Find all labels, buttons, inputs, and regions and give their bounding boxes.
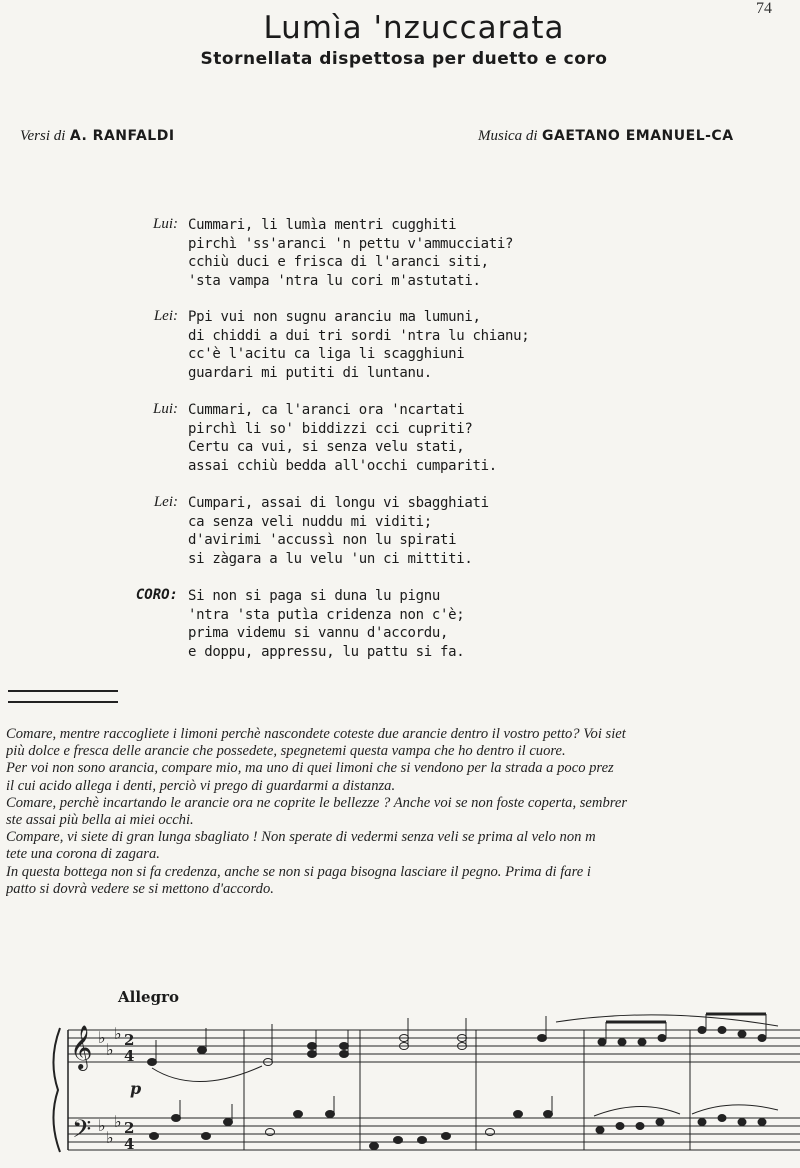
svg-text:♭: ♭ bbox=[98, 1116, 106, 1135]
svg-text:♭: ♭ bbox=[98, 1028, 106, 1047]
verse-line: d'avirimi 'accussì non lu spirati bbox=[188, 532, 457, 548]
verse-line: pirchì 'ss'aranci 'n pettu v'ammucciati? bbox=[188, 235, 514, 252]
divider-line bbox=[8, 701, 118, 703]
lyricist-name: A. RANFALDI bbox=[69, 128, 175, 144]
divider-line bbox=[8, 690, 118, 692]
translation-line: più dolce e fresca delle arancie che possedete, spegnetemi questa vampa che ho dentro il cuore. bbox=[6, 743, 566, 760]
treble-clef-icon: 𝄞 bbox=[70, 1025, 93, 1069]
speaker-label: Lei: bbox=[153, 494, 178, 510]
verse-lines bbox=[188, 494, 489, 568]
italian-translation bbox=[6, 726, 800, 898]
composer-name: GAETANO EMANUEL-CA bbox=[542, 128, 734, 144]
music-label: Musica di bbox=[478, 128, 538, 144]
speaker-label: Lei: bbox=[153, 308, 178, 324]
dynamic-marking: p bbox=[130, 1079, 142, 1098]
time-signature-top: 2 bbox=[124, 1119, 135, 1137]
time-signature-bottom: 4 bbox=[124, 1047, 135, 1065]
lyrics-label: Versi di bbox=[20, 128, 66, 144]
verse-lines bbox=[188, 216, 513, 290]
translation-line: Comare, mentre raccogliete i limoni perchè nascondete coteste due arancie dentro il vostro petto? Voi siet bbox=[6, 726, 626, 742]
treble-notes bbox=[148, 1014, 767, 1066]
verse-line: cchiù duci e frisca di l'aranci siti, bbox=[188, 254, 489, 270]
time-signature-top: 2 bbox=[124, 1031, 135, 1049]
song-subtitle: Stornellata dispettosa per duetto e coro bbox=[200, 49, 608, 69]
verse-line: e doppu, appressu, lu pattu si fa. bbox=[188, 643, 465, 660]
verse-line: 'sta vampa 'ntra lu cori m'astutati. bbox=[188, 272, 481, 289]
verse-line: Cummari, ca l'aranci ora 'ncartati bbox=[188, 402, 465, 418]
speaker-label: Lui: bbox=[152, 401, 178, 417]
svg-text:♭: ♭ bbox=[106, 1040, 114, 1059]
translation-line: Per voi non sono arancia, compare mio, ma uno di quei limoni che si vendono per la strada a poco prez bbox=[6, 760, 614, 777]
bass-clef-icon: 𝄢 bbox=[72, 1115, 92, 1150]
page-number: 74 bbox=[756, 0, 772, 17]
time-signature-bottom: 4 bbox=[124, 1135, 135, 1153]
verse-line: cc'è l'acitu ca liga li scagghiuni bbox=[188, 346, 465, 362]
key-signature bbox=[98, 1024, 122, 1147]
speaker-label: CORO: bbox=[135, 587, 178, 603]
verse-line: guardari mi putiti di luntanu. bbox=[188, 364, 432, 381]
verse-line: di chiddi a dui tri sordi 'ntra lu chianu; bbox=[188, 327, 530, 344]
verse-line: ca senza veli nuddu mi viditi; bbox=[188, 513, 432, 530]
verse-line: si zàgara a lu velu 'un ci mittiti. bbox=[188, 550, 473, 567]
translation-line: patto si dovrà vedere se si mettono d'accordo. bbox=[6, 880, 274, 897]
composer-credit bbox=[478, 128, 734, 145]
tempo-marking: Allegro bbox=[118, 988, 179, 1006]
svg-text:♭: ♭ bbox=[106, 1128, 114, 1147]
translation-line: Comare, perchè incartando le arancie ora ne coprite le bellezze ? Anche voi se non foste coperta, sembrer bbox=[6, 794, 628, 811]
verse-line: Certu ca vui, si senza velu stati, bbox=[188, 439, 465, 455]
speaker-label: Lui: bbox=[152, 216, 178, 232]
verse-line: assai cchiù bedda all'occhi cumpariti. bbox=[188, 457, 497, 474]
lyricist-credit bbox=[20, 128, 175, 145]
song-title: Lumìa 'nzuccarata bbox=[263, 10, 565, 46]
bass-notes bbox=[150, 1096, 767, 1150]
verse-lines bbox=[188, 587, 464, 661]
verse-lines bbox=[188, 308, 529, 382]
translation-line: tete una corona di zagara. bbox=[6, 846, 160, 863]
translation-line: In questa bottega non si fa credenza, anche se non si paga bisogna lasciare il pegno. Prima di fare i bbox=[6, 863, 591, 880]
verse-line: prima videmu si vannu d'accordu, bbox=[188, 625, 449, 641]
verse-line: Ppi vui non sugnu aranciu ma lumuni, bbox=[188, 309, 481, 325]
verse-line: Cumpari, assai di longu vi sbagghiati bbox=[188, 495, 489, 511]
translation-line: il cui acido allega i denti, perciò vi prego di guardarmi a distanza. bbox=[6, 777, 396, 794]
translation-line: ste assai più bella ai miei occhi. bbox=[6, 812, 194, 829]
translation-line: Compare, vi siete di gran lunga sbagliato ! Non sperate di vedermi senza veli se prima al velo non m bbox=[6, 829, 596, 846]
verse-lines bbox=[188, 401, 497, 475]
svg-text:♭: ♭ bbox=[114, 1112, 122, 1131]
verse-line: pirchì li so' biddizzi cci cupriti? bbox=[188, 420, 473, 437]
verse-line: Cummari, li lumìa mentri cugghiti bbox=[188, 217, 457, 233]
svg-text:♭: ♭ bbox=[114, 1024, 122, 1043]
music-score bbox=[0, 1010, 800, 1168]
verse-line: Si non si paga si duna lu pignu bbox=[188, 588, 440, 604]
verse-line: 'ntra 'sta putìa cridenza non c'è; bbox=[188, 606, 465, 623]
